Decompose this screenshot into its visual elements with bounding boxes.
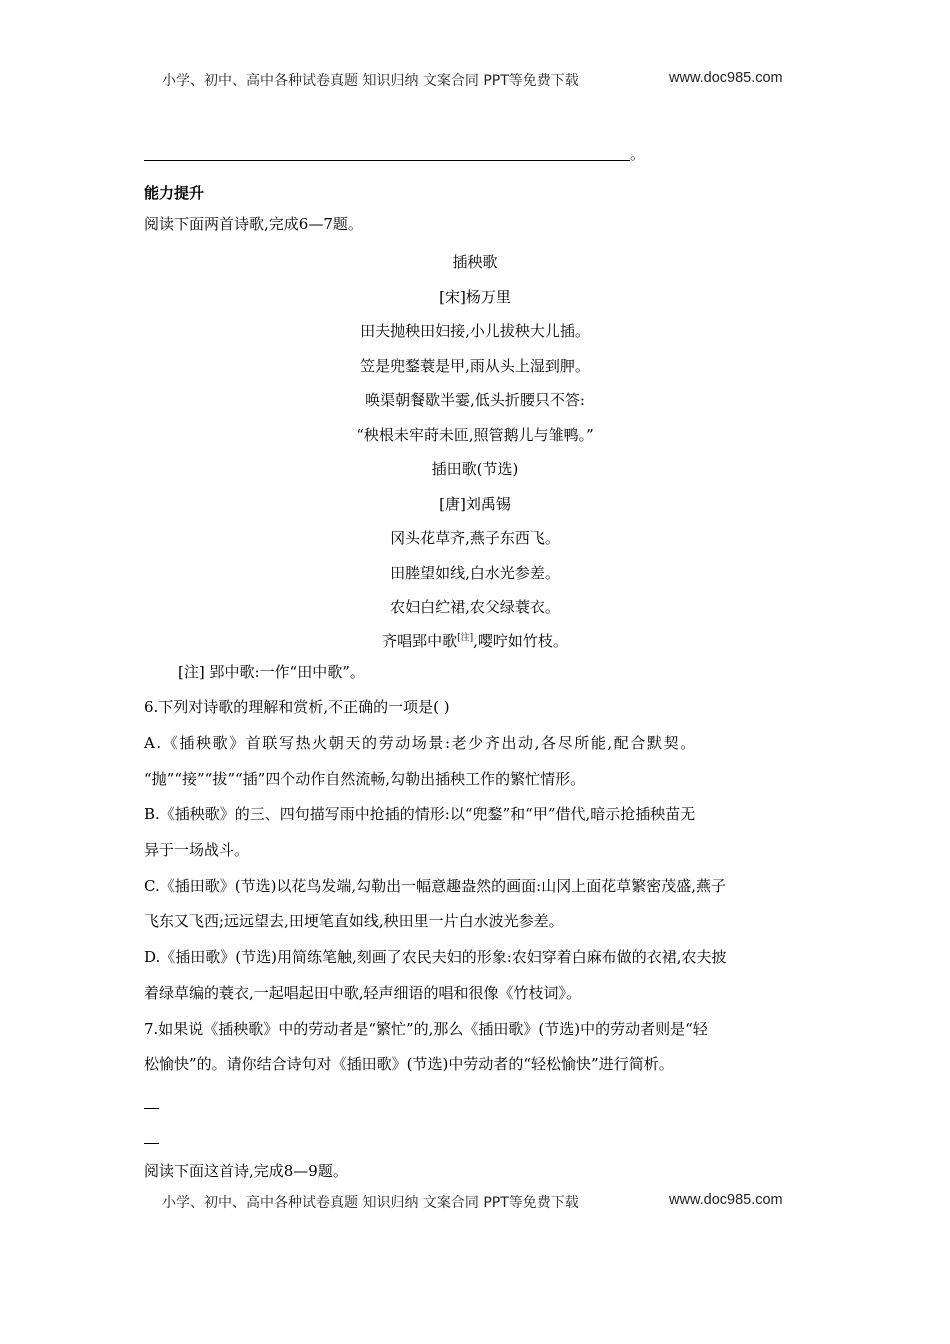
poem2-line: 田塍望如线,白水光参差。 [390, 564, 560, 582]
q7-stem-cont: 松愉快”的。请你结合诗句对《插田歌》(节选)中劳动者的“轻松愉快”进行简析。 [144, 1055, 674, 1073]
q6-stem: 6.下列对诗歌的理解和赏析,不正确的一项是( ) [144, 698, 450, 716]
poem2-author: [唐]刘禹锡 [439, 495, 511, 513]
poem2-line-part: ,嘤咛如竹枝。 [473, 632, 568, 650]
q6-option-a-cont: “抛”“接”“拔”“插”四个动作自然流畅,勾勒出插秧工作的繁忙情形。 [144, 770, 586, 788]
footer-text: 小学、初中、高中各种试卷真题 知识归纳 文案合同 PPT等免费下载 [162, 1195, 579, 1211]
reading-intro: 阅读下面这首诗,完成8—9题。 [144, 1162, 348, 1180]
poem1-title: 插秧歌 [452, 253, 498, 271]
poem2-line: 冈头花草齐,燕子东西飞。 [390, 529, 560, 547]
poem2-line-part: 齐唱郢中歌 [382, 632, 458, 650]
poem1-line: “秧根未牢莳未匝,照管鹅儿与雏鸭。” [356, 426, 594, 444]
header-text: 小学、初中、高中各种试卷真题 知识归纳 文案合同 PPT等免费下载 [162, 73, 579, 89]
q6-option-a: A.《插秧歌》首联写热火朝天的劳动场景:老少齐出动,各尽所能,配合默契。 [144, 734, 697, 752]
header-url[interactable]: www.doc985.com [669, 70, 783, 86]
answer-blank[interactable] [144, 1108, 159, 1109]
poem1-line: 田夫抛秧田妇接,小儿拔秧大儿插。 [360, 322, 590, 340]
q6-option-c-cont: 飞东又飞西;远远望去,田埂笔直如线,秧田里一片白水波光参差。 [144, 912, 564, 930]
poem1-line: 笠是兜鍪蓑是甲,雨从头上湿到胛。 [360, 357, 590, 375]
reading-intro: 阅读下面两首诗歌,完成6—7题。 [144, 215, 363, 233]
answer-blank[interactable] [144, 1143, 159, 1144]
footer-url[interactable]: www.doc985.com [669, 1192, 783, 1208]
answer-line [144, 160, 630, 161]
poem1-author: [宋]杨万里 [439, 288, 511, 306]
q6-option-d: D.《插田歌》(节选)用简练笔触,刻画了农民夫妇的形象:农妇穿着白麻布做的衣裙,农夫披 [144, 948, 727, 966]
q6-option-b-cont: 异于一场战斗。 [144, 841, 250, 859]
poem2-title: 插田歌(节选) [431, 460, 519, 478]
poem2-line [0, 630, 950, 651]
footnote-marker: [注] [457, 633, 474, 643]
poem2-line: 农妇白纻裙,农父绿蓑衣。 [390, 598, 560, 616]
section-title: 能力提升 [144, 184, 205, 202]
q6-option-b: B.《插秧歌》的三、四句描写雨中抢插的情形:以“兜鍪”和“甲”借代,暗示抢插秧苗无 [144, 805, 696, 823]
answer-line-period: 。 [630, 145, 646, 163]
q6-option-d-cont: 着绿草编的蓑衣,一起唱起田中歌,轻声细语的唱和很像《竹枝词》。 [144, 984, 582, 1002]
q6-option-c: C.《插田歌》(节选)以花鸟发端,勾勒出一幅意趣盎然的画面:山冈上面花草繁密茂盛,燕子 [144, 877, 727, 895]
footnote: [注] 郢中歌:一作“田中歌”。 [178, 663, 365, 681]
poem1-line: 唤渠朝餐歇半霎,低头折腰只不答: [365, 391, 585, 409]
q7-stem: 7.如果说《插秧歌》中的劳动者是“繁忙”的,那么《插田歌》(节选)中的劳动者则是“轻 [144, 1020, 708, 1038]
